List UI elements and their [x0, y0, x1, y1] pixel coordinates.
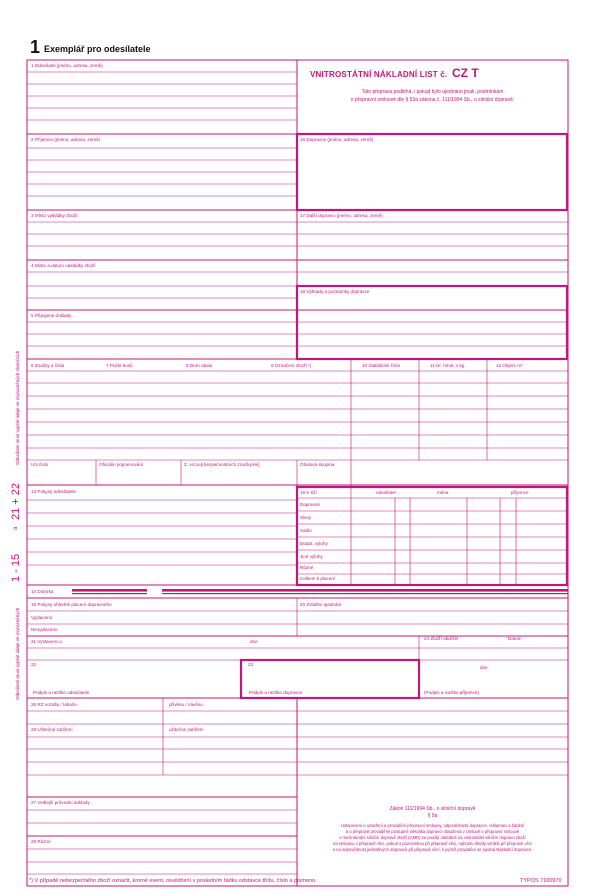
- field-25-label: 25 RZ vozidla / tahače: [31, 702, 77, 707]
- col-currency-label: měna: [437, 490, 449, 495]
- copy-label: Exemplář pro odesílatele: [44, 44, 151, 54]
- law-text-3: v mezinárodní silniční dopravě zboží (CMR) se použijí obdobně na vnitrostátní silniční dopravu zboží: [339, 835, 526, 840]
- field-21-label: 21 Vystaveno v: [31, 639, 63, 644]
- official-name-label: Oficiální pojmenování: [99, 462, 144, 467]
- row-misc-label: Různé: [300, 565, 314, 570]
- footer-note: *) V případě nebezpečného zboží označit, kromě event. osvědčení v posledním řádku odstavce třídu, číslo a písmeno.: [29, 878, 317, 884]
- law-title: Zákon 111/1994 Sb., o silniční dopravě: [389, 806, 476, 812]
- field-7-label: 7 Počet kusů: [106, 363, 133, 368]
- field-3-label: 3 Místo vykládky zboží: [31, 213, 78, 218]
- law-text-4: na smlouvu o přepravě věci, pokud s poznámkou při přepravě věci, nahradu škody vzniklé při přepravě věci: [332, 841, 532, 846]
- field-16-label: 16 Dopravce (jméno, adresa, země): [300, 137, 374, 142]
- side-note-upper: Odesílatel musí vyplnit údaje ve zvýrazněných rámečcích: [15, 350, 20, 465]
- unpaid-label: Nevyplaceno: [31, 627, 58, 632]
- intro-line-1: Tato přeprava podléhá, i pokud bylo ujednáno jinak, podmínkám: [361, 89, 504, 95]
- field-14-label: 14 Dobírka: [31, 589, 54, 594]
- copy-number: 1: [30, 37, 41, 57]
- day-label-2: dne: [480, 665, 488, 670]
- field-24-label: 24 Zboží obdržel: [424, 636, 459, 641]
- field-4-label: 4 Místo a datum nakládky zboží: [31, 263, 96, 268]
- document-title: VNITROSTÁTNÍ NÁKLADNÍ LIST č.: [310, 70, 448, 79]
- field-26-label: 26 Užitečné zatížení: [31, 727, 73, 732]
- sender-signature-label: Podpis a razítko odesílatele: [33, 690, 90, 695]
- field-15-label: 15 Pokyny ohledně placení dopravného: [31, 602, 112, 607]
- field-9-label: 9 Označení zboží *): [271, 363, 312, 368]
- field-10-label: 10 Statistické číslo: [362, 363, 401, 368]
- field-20-label: 20 Zvláštní ujednání: [300, 602, 342, 607]
- row-discounts-label: Slevy: [300, 515, 312, 520]
- law-paragraph: § 9a: [427, 813, 438, 819]
- col-sender-label: odesílatel: [376, 490, 396, 495]
- date-label: Datum: [508, 636, 522, 641]
- col-receiver-label: příjemce: [511, 490, 529, 495]
- packing-group-label: Obalová skupina: [300, 462, 335, 467]
- field-22-label: 22: [31, 662, 37, 667]
- law-text-2: a o přepravě prováděné postupně několika dopravci obsažená v Úmluvě o přepravní smlouvě: [345, 829, 520, 834]
- field-13-label: 13 Pokyny odesílatele: [31, 489, 76, 494]
- row-freight-label: Dopravné: [300, 502, 320, 507]
- field-23-label: 23: [248, 662, 254, 667]
- trailer-label: přívěsu / návěsu: [169, 702, 203, 707]
- field-2-label: 2 Příjemce (jméno, adresa, země): [31, 137, 101, 142]
- law-text-1: Ustanovení o uzavření a provádění přepravní smlouvy, odpovědnosti dopravce, reklamaci a žalobě: [340, 823, 525, 828]
- law-text-5: a na odpovědnost jednotlivých dopravců při přepravě věcí, k jejímž provádění se sjedná Nákladní dopravce.: [332, 847, 533, 852]
- field-19-label: 19 K tíži: [300, 490, 317, 495]
- side-note-lower: Odesílatel musí vyplnit údaje ve zvýrazněných: [15, 607, 20, 700]
- field-17-label: 17 Další dopravci (jméno, adresa, země): [300, 213, 383, 218]
- day-label-1: dne: [250, 639, 258, 644]
- row-total-label: Celkem k placení: [300, 576, 336, 581]
- payload-label: užitečné zatížení: [169, 727, 204, 732]
- prepaid-label: Vyplaceno: [31, 615, 53, 620]
- row-balance-label: Saldo: [300, 528, 312, 533]
- copies-and: a: [13, 526, 19, 530]
- un-number-label: UN číslo: [31, 462, 49, 467]
- copies-plus: 21 + 22: [10, 482, 22, 520]
- field-18-label: 18 Výhrady a poznámky dopravce: [300, 289, 370, 294]
- field-1-label: 1 Odesílatel (jméno, adresa, země): [31, 63, 103, 68]
- carrier-signature-label: Podpis a razítko dopravce: [249, 690, 303, 695]
- receiver-signature-label: (Podpis a razítko příjemce): [424, 690, 479, 695]
- field-6-label: 6 Značky a čísla: [31, 363, 65, 368]
- intro-line-2: o přepravní smlouvě dle § 53a zákona č. 111/1994 Sb., o silniční dopravě.: [350, 97, 515, 103]
- publisher-code: TYPOS 7100970: [520, 878, 562, 884]
- field-8-label: 8 Druh obalu: [186, 363, 213, 368]
- row-extra-label: Dodat. výlohy: [300, 541, 328, 546]
- row-other-label: Jiné výlohy: [300, 554, 323, 559]
- danger-class-label: Z. vrcoulj bezpečnostních značky/ek): [184, 462, 260, 467]
- field-28-label: 28 Různé: [31, 839, 51, 844]
- field-11-label: 11 Hr. hmot. v kg: [430, 363, 465, 368]
- document-code: CZ T: [452, 66, 479, 80]
- field-5-label: 5 Připojené doklady: [31, 313, 72, 318]
- field-12-label: 12 Objem m³: [496, 363, 523, 368]
- field-27-label: 27 Vedlejší průvodní doklady: [31, 800, 90, 805]
- copies-range: 1 - 15: [10, 553, 22, 582]
